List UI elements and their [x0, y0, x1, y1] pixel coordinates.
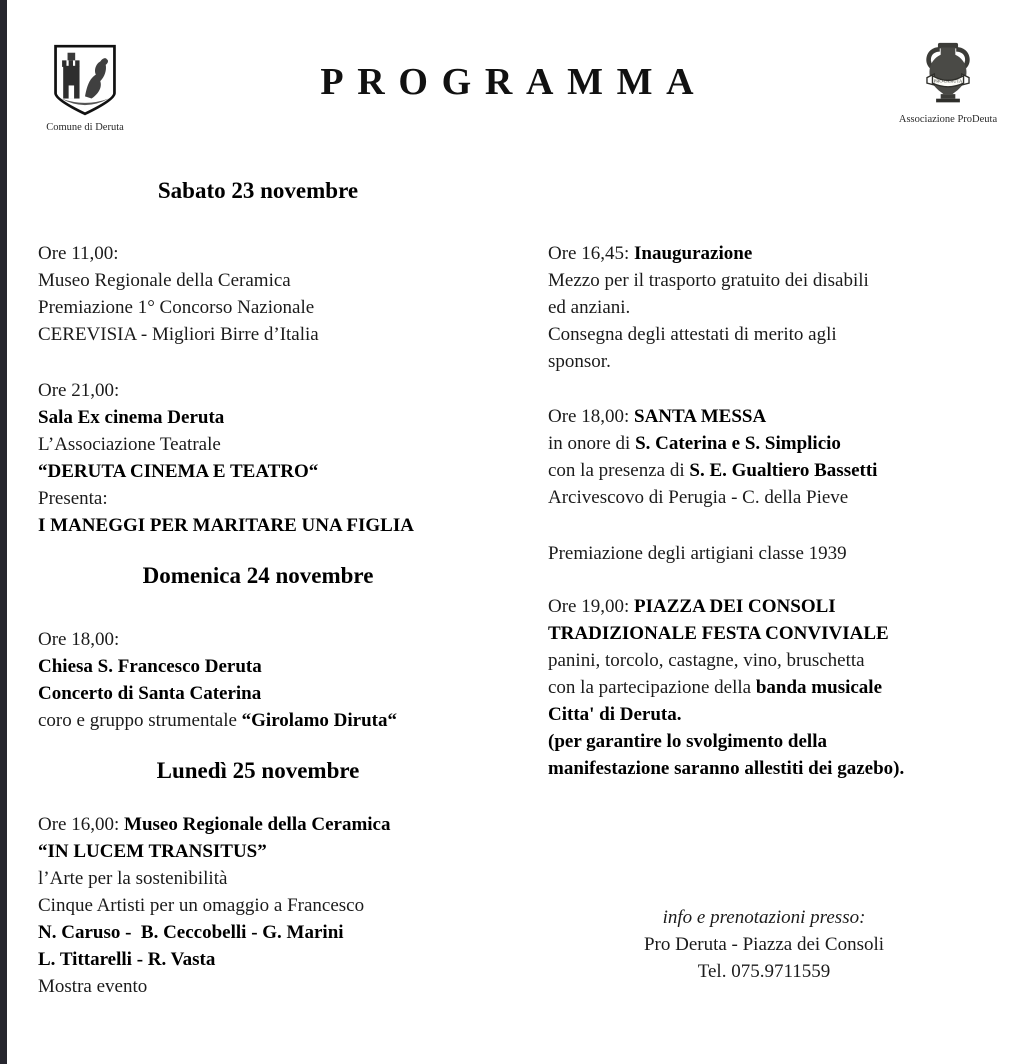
event-line: Ore 18,00:: [38, 629, 120, 650]
event-text: con la presenza di: [548, 460, 690, 481]
event-text: coro e gruppo strumentale: [38, 710, 242, 731]
event-line: L’Associazione Teatrale: [38, 434, 221, 455]
day-heading-lunedi: Lunedì 25 novembre: [156, 758, 360, 783]
prodeuta-amphora-icon: [916, 40, 980, 108]
event-line: l’Arte per la sostenibilità: [38, 868, 228, 889]
event-line: Sala Ex cinema Deruta: [38, 407, 225, 428]
comune-logo-caption: Comune di Deruta: [46, 122, 124, 133]
event-line: Ore 11,00:: [38, 243, 119, 264]
contact-info-block: [548, 904, 980, 985]
event-line: [548, 674, 1010, 701]
right-column: [548, 240, 1010, 985]
event-line: L. Tittarelli - R. Vasta: [38, 949, 216, 970]
event-line: panini, torcolo, castagne, vino, bruschetta: [548, 650, 865, 671]
event-lunedi-ore-16: [38, 811, 508, 1000]
event-ore-1800-santa-messa: [548, 403, 1010, 511]
contact-phone: Tel. 075.9711559: [697, 961, 831, 982]
event-text-bold: Museo Regionale della Ceramica: [124, 814, 391, 835]
event-text: con la partecipazione della: [548, 677, 756, 698]
event-line: manifestazione saranno allestiti dei gazebo).: [548, 758, 905, 779]
event-line: Mezzo per il trasporto gratuito dei disabili: [548, 270, 869, 291]
event-line: N. Caruso - B. Ceccobelli - G. Marini: [38, 922, 344, 943]
event-line: TRADIZIONALE FESTA CONVIVIALE: [548, 623, 889, 644]
event-text: in onore di: [548, 433, 636, 454]
event-text-bold: SANTA MESSA: [634, 406, 767, 427]
event-line: Consegna degli attestati di merito agli: [548, 324, 837, 345]
event-domenica-ore-18: [38, 626, 508, 734]
event-text: Ore 16,00:: [38, 814, 125, 835]
event-line: Ore 21,00:: [38, 380, 120, 401]
event-sabato-ore-11: [38, 240, 508, 348]
event-line: Mostra evento: [38, 976, 148, 997]
event-line: [38, 811, 508, 838]
event-line: “IN LUCEM TRANSITUS”: [38, 841, 267, 862]
contact-info-label: info e prenotazioni presso:: [662, 907, 866, 928]
event-line: [548, 593, 1010, 620]
event-text: Ore 19,00:: [548, 596, 635, 617]
event-line: [548, 457, 1010, 484]
event-line: Premiazione degli artigiani classe 1939: [548, 543, 847, 564]
event-line: Concerto di Santa Caterina: [38, 683, 262, 704]
left-column: [38, 168, 508, 1000]
event-line: [548, 403, 1010, 430]
event-line: Arcivescovo di Perugia - C. della Pieve: [548, 487, 849, 508]
event-premiazione-artigiani: [548, 540, 1010, 567]
event-text-bold: banda musicale: [755, 677, 883, 698]
event-text-bold: Inaugurazione: [634, 243, 753, 264]
event-line: Citta' di Deruta.: [548, 704, 682, 725]
event-line: Chiesa S. Francesco Deruta: [38, 656, 262, 677]
page-title: PROGRAMMA: [320, 61, 708, 103]
event-text: Ore 18,00:: [548, 406, 635, 427]
event-line: CEREVISIA - Migliori Birre d’Italia: [38, 324, 319, 345]
event-line: Cinque Artisti per un omaggio a Francesco: [38, 895, 365, 916]
event-text-bold: PIAZZA DEI CONSOLI: [634, 596, 836, 617]
day-heading-sabato: Sabato 23 novembre: [157, 178, 359, 203]
event-line: Museo Regionale della Ceramica: [38, 270, 291, 291]
scan-edge-shadow: [0, 0, 7, 1064]
event-line: sponsor.: [548, 351, 611, 372]
event-line: [548, 430, 1010, 457]
event-text-bold: “Girolamo Diruta“: [241, 710, 397, 731]
prodeuta-logo-block: [888, 40, 1008, 125]
event-text-bold: S. Caterina e S. Simplicio: [635, 433, 841, 454]
event-ore-1645-inaugurazione: [548, 240, 1010, 375]
event-line: I MANEGGI PER MARITARE UNA FIGLIA: [38, 515, 414, 536]
event-line: (per garantire lo svolgimento della: [548, 731, 827, 752]
event-line: Premiazione 1° Concorso Nazionale: [38, 297, 315, 318]
event-line: “DERUTA CINEMA E TEATRO“: [38, 461, 319, 482]
contact-address: Pro Deruta - Piazza dei Consoli: [643, 934, 885, 955]
event-sabato-ore-21: [38, 377, 508, 539]
event-text: Ore 16,45:: [548, 243, 635, 264]
event-line: [548, 240, 1010, 267]
event-line: ed anziani.: [548, 297, 631, 318]
event-text-bold: S. E. Gualtiero Bassetti: [689, 460, 878, 481]
event-line: [38, 707, 508, 734]
event-line: Presenta:: [38, 488, 108, 509]
event-ore-1900-festa-conviviale: [548, 593, 1010, 782]
day-heading-domenica: Domenica 24 novembre: [142, 563, 374, 588]
prodeuta-logo-caption: Associazione ProDeuta: [898, 114, 998, 125]
amphora-banner-text: PRO-DERUTA: [933, 78, 963, 84]
